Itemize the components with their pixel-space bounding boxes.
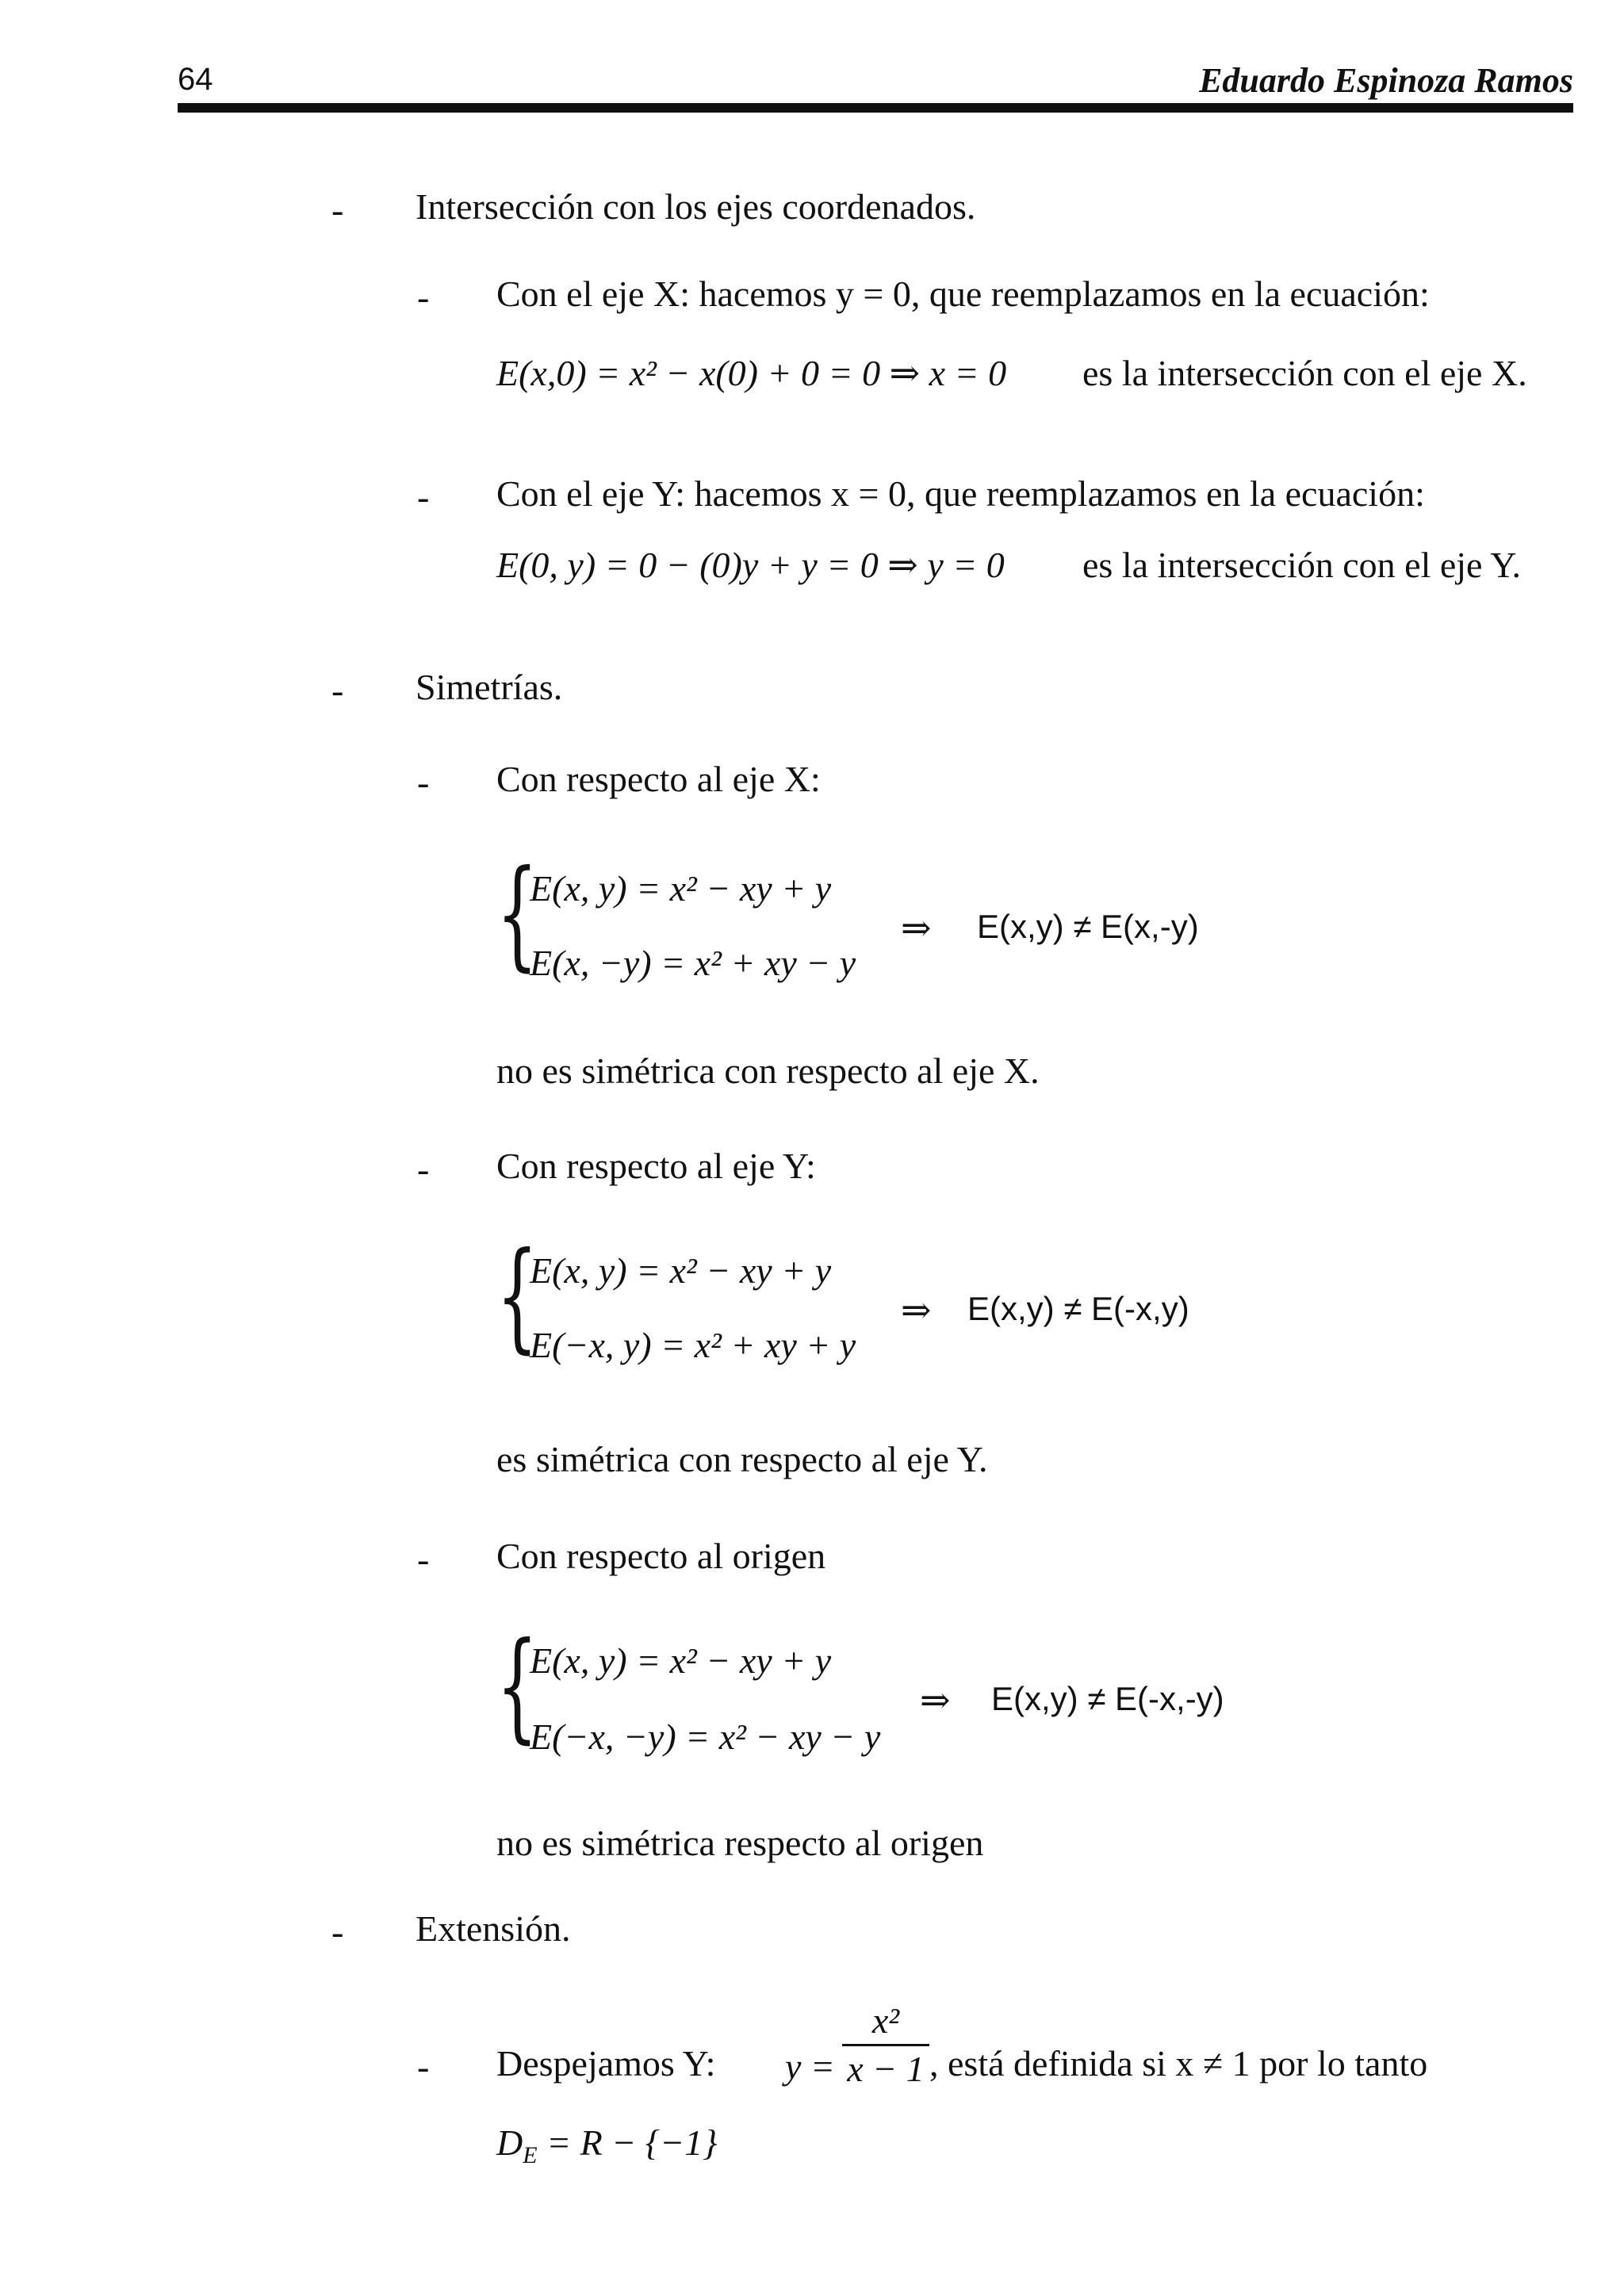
sym-x-eq2-text: E(x, −y) = x² + xy − y bbox=[530, 943, 856, 983]
sym-x-eq1 bbox=[530, 868, 832, 909]
sym-y-result: E(x,y) ≠ E(-x,y) bbox=[967, 1290, 1189, 1327]
eje-y-equation bbox=[496, 547, 1005, 584]
sym-origen-eq2 bbox=[530, 1716, 881, 1757]
sym-y-eq1-text: E(x, y) = x² − xy + y bbox=[530, 1250, 832, 1291]
fraction-bar bbox=[842, 2044, 929, 2046]
bullet-dash: - bbox=[417, 476, 430, 517]
bullet-dash: - bbox=[417, 2046, 430, 2087]
eje-x-equation bbox=[496, 355, 1006, 392]
left-brace: { bbox=[496, 1617, 538, 1755]
defined-text: , está definida si x ≠ 1 por lo tanto bbox=[929, 2043, 1428, 2084]
running-header-author: Eduardo Espinoza Ramos bbox=[1199, 61, 1573, 100]
bullet-dash: - bbox=[417, 1539, 430, 1579]
y-equals bbox=[785, 2046, 835, 2087]
sym-x-eq1-text: E(x, y) = x² − xy + y bbox=[530, 868, 832, 909]
implies-arrow: ⇒ bbox=[901, 1290, 932, 1330]
eje-y-eq-text: E(0, y) = 0 − (0)y + y = 0 ⇒ y = 0 bbox=[496, 545, 1005, 585]
sym-x-conclusion: no es simétrica con respecto al eje X. bbox=[496, 1050, 1040, 1091]
eje-x-eq-text: E(x,0) = x² − x(0) + 0 = 0 ⇒ x = 0 bbox=[496, 353, 1007, 393]
section-title-simetrias: Simetrías. bbox=[416, 667, 563, 707]
domain-subscript: E bbox=[523, 2142, 538, 2168]
sym-y-eq2-text: E(−x, y) = x² + xy + y bbox=[530, 1325, 856, 1365]
sym-origen-eq2-text: E(−x, −y) = x² − xy − y bbox=[530, 1716, 881, 1757]
fraction-numerator: x² bbox=[871, 2000, 900, 2041]
eje-y-result: es la intersección con el eje Y. bbox=[1082, 545, 1522, 585]
bullet-dash: - bbox=[417, 762, 430, 802]
bullet-dash: - bbox=[331, 189, 344, 230]
page-number: 64 bbox=[178, 62, 213, 97]
sym-y-eq2 bbox=[530, 1327, 856, 1364]
bullet-dash: - bbox=[331, 1911, 344, 1952]
sym-origen-eq1-text: E(x, y) = x² − xy + y bbox=[530, 1640, 832, 1681]
eje-x-intro: Con el eje X: hacemos y = 0, que reemplazamos en la ecuación: bbox=[496, 274, 1430, 314]
left-brace: { bbox=[496, 845, 538, 983]
bullet-dash: - bbox=[417, 277, 430, 317]
domain-rest: = R − {−1} bbox=[537, 2122, 718, 2163]
sym-origen-eq1 bbox=[530, 1640, 832, 1681]
sym-origen-label: Con respecto al origen bbox=[496, 1536, 826, 1576]
left-brace: { bbox=[496, 1227, 538, 1365]
sym-y-label: Con respecto al eje Y: bbox=[496, 1146, 816, 1186]
implies-arrow: ⇒ bbox=[920, 1680, 951, 1720]
domain-equation bbox=[496, 2122, 718, 2168]
domain-symbol: D bbox=[496, 2122, 523, 2163]
fraction-x2-over-x-minus-1 bbox=[842, 2000, 929, 2089]
eje-y-intro: Con el eje Y: hacemos x = 0, que reemplazamos en la ecuación: bbox=[496, 473, 1425, 514]
implies-arrow: ⇒ bbox=[901, 908, 932, 948]
bullet-dash: - bbox=[331, 670, 344, 710]
sym-y-conclusion: es simétrica con respecto al eje Y. bbox=[496, 1439, 988, 1479]
section-title-interseccion: Intersección con los ejes coordenados. bbox=[416, 186, 976, 227]
sym-y-eq1 bbox=[530, 1250, 832, 1291]
bullet-dash: - bbox=[417, 1149, 430, 1189]
eje-x-result: es la intersección con el eje X. bbox=[1082, 353, 1527, 393]
header-rule bbox=[178, 103, 1573, 113]
sym-x-eq2 bbox=[530, 945, 856, 982]
y-equals-text: y = bbox=[785, 2046, 835, 2087]
sym-origen-result: E(x,y) ≠ E(-x,-y) bbox=[991, 1680, 1224, 1717]
section-title-extension: Extensión. bbox=[416, 1908, 571, 1949]
fraction-denominator: x − 1 bbox=[847, 2049, 925, 2089]
despejamos-label: Despejamos Y: bbox=[496, 2043, 716, 2084]
sym-origen-conclusion: no es simétrica respecto al origen bbox=[496, 1823, 984, 1863]
sym-x-result: E(x,y) ≠ E(x,-y) bbox=[977, 908, 1199, 945]
sym-x-label: Con respecto al eje X: bbox=[496, 759, 821, 799]
